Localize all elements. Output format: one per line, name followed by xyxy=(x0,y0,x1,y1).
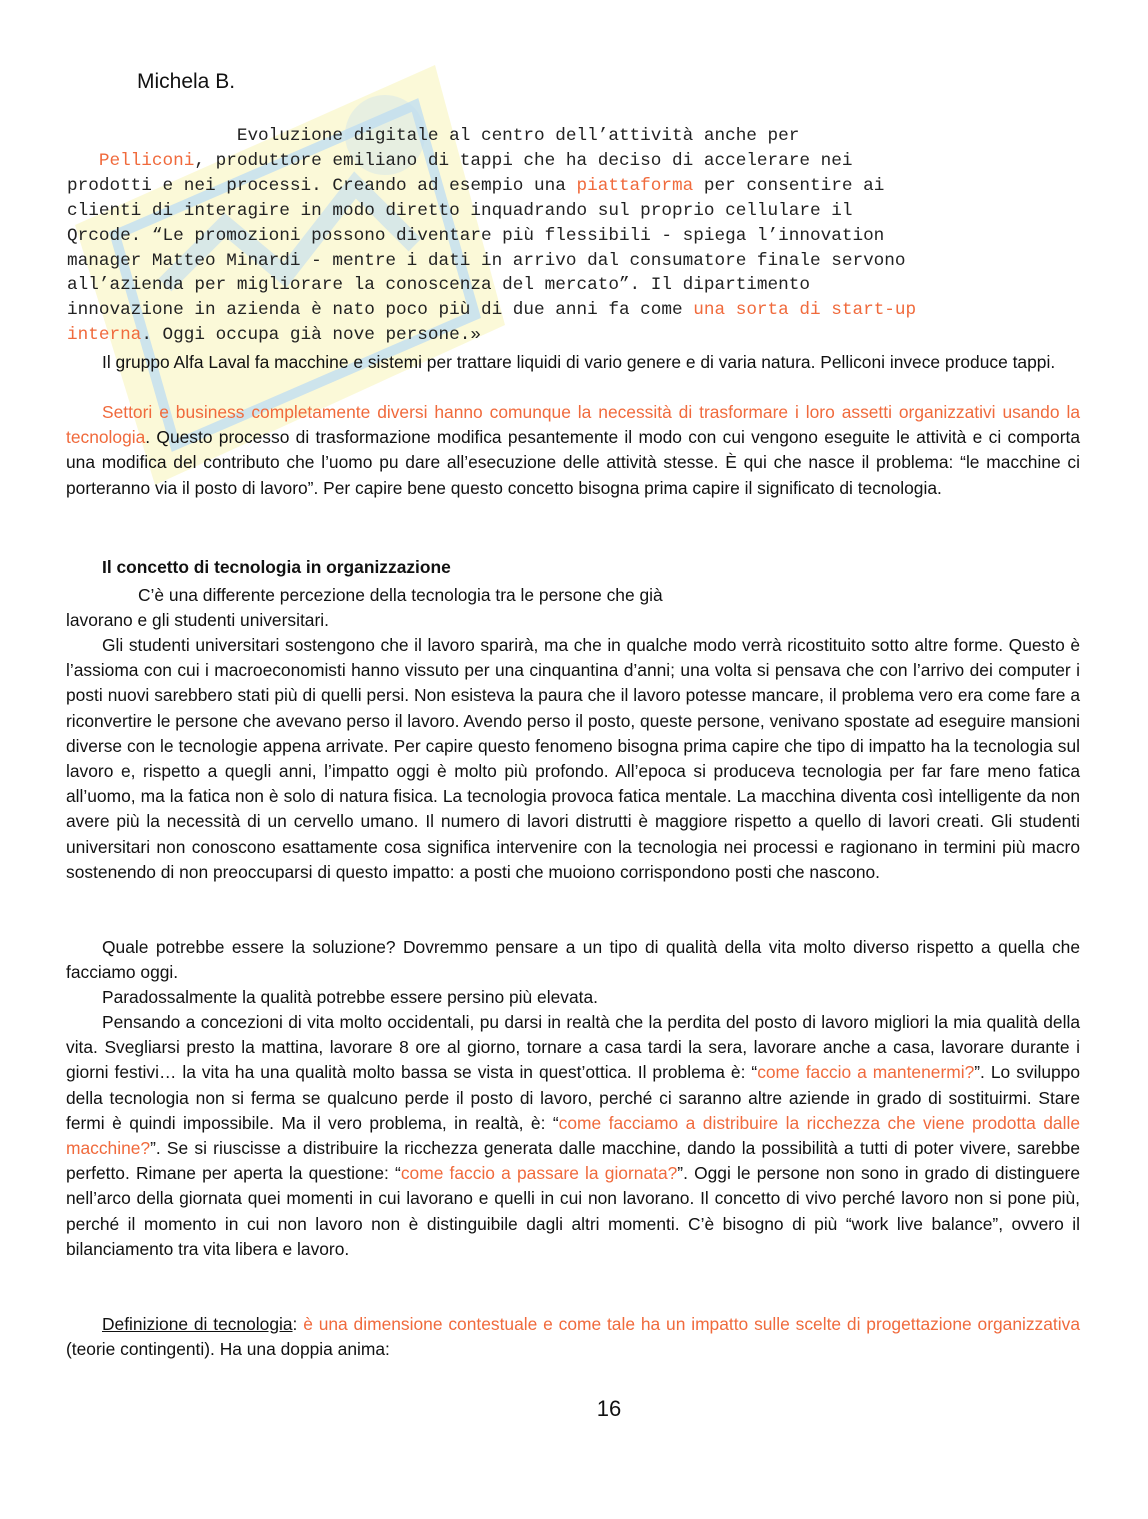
quote-line: Evoluzione digitale al centro dell’attività anche per xyxy=(236,126,800,146)
quote-line: all’azienda per migliorare la conoscenza del mercato”. Il dipartimento xyxy=(67,275,810,296)
quote-line: innovazione in azienda è nato poco più di due anni fa come una sorta di start-up xyxy=(67,300,917,321)
paragraph-paradossalmente: Paradossalmente la qualità potrebbe essere persino più elevata. xyxy=(102,987,598,1007)
quote-line: manager Matteo Minardi - mentre i dati in arrivo dal consumatore finale servono xyxy=(67,250,906,271)
highlight-start-up: una sorta di start-up xyxy=(693,300,917,321)
highlight-ricchezza: come facciamo a distribuire la ricchezza che viene prodotta dalle macchine? xyxy=(66,1112,1080,1159)
highlight-mantenermi: come faccio a mantenermi? xyxy=(757,1062,975,1083)
paragraph-concezioni: Pensando a concezioni di vita molto occidentali, pu darsi in realtà che la perdita del posto di lavoro migliori la mia qualità della vita. Svegliarsi presto la mattina, lavorare 8 ore al giorno, tornare a casa tardi la sera, lavorare anche a casa, lavorare durante i giorni festivi… la vita ha una qualità molto bassa se vista in quest’ottica. Il problema è: “come faccio a mantenermi?”. Lo sviluppo della tecnologia non si ferma se qualcuno perde il posto di lavoro, perché ci saranno altre aziende in grado di sostituirmi. Stare fermi è quindi impossibile. Ma il vero problema, in realtà, è: “come facciamo a distribuire la ricchezza che viene prodotta dalle macchine?”. Se si riuscisse a distribuire la ricchezza generata dalle macchine, dando la possibilità a tutti di poter vivere, sarebbe perfetto. Rimane per aperta la questione: “come faccio a passare la giornata?”. Oggi le persone non sono in grado di distinguere nell’arco della giornata quei momenti in cui lavorano e quelli in cui non lavorano. Il concetto di vivo perché lavoro non si pone più, perché il momento in cui non lavoro non è distinguibile dagli altri momenti. C’è bisogno di più “work live balance”, ovvero il bilanciamento tra vita libera e lavoro. xyxy=(66,1012,1081,1259)
definition-term: Definizione di tecnologia xyxy=(102,1314,293,1334)
quote-line: Qrcode. “Le promozioni possono diventare più flessibili - spiega l’innovation xyxy=(67,225,885,246)
quote-line: interna. Oggi occupa già nove persone.» xyxy=(67,325,481,346)
quote-line: clienti di interagire in modo diretto inquadrando sul proprio cellulare il xyxy=(67,200,853,221)
highlight-definizione: è una dimensione contestuale e come tale ha un impatto sulle scelte di progettazione organizzativa xyxy=(303,1314,1080,1334)
paragraph-soluzione: Quale potrebbe essere la soluzione? Dovremmo pensare a un tipo di qualità della vita molto diverso rispetto a quella che facciamo oggi. xyxy=(66,937,1080,983)
highlight-settori: Settori e business completamente diversi hanno comunque la necessità di trasformare i loro assetti organizzativi usando la tecnologia xyxy=(66,402,1080,448)
paragraph-alfa-laval: Il gruppo Alfa Laval fa macchine e sistemi per trattare liquidi di vario genere e di varia natura. Pelliconi invece produce tappi. xyxy=(102,352,1056,372)
page-number: 16 xyxy=(596,1396,622,1421)
highlight-pelliconi: Pelliconi xyxy=(98,150,195,171)
highlight-interna: interna xyxy=(67,325,142,346)
section-heading: Il concetto di tecnologia in organizzazione xyxy=(102,557,451,577)
paragraph-studenti: Gli studenti universitari sostengono che il lavoro sparirà, ma che in qualche modo verrà ricostituito sotto altre forme. Questo è l’assioma con cui i macroeconomisti hanno vissuto per una cinquantina d’anni; una volta si pensava che con l’arrivo dei computer i posti nuovi sarebbero stati più di quelli persi. Non esisteva la paura che il lavoro potesse mancare, il problema vero era come fare a riconvertire le persone che avevano perso il lavoro. Avendo perso il posto, queste persone, venivano spostate ad eseguire mansioni diverse con le tecnologie appena arrivate. Per capire questo fenomeno bisogna prima capire che tipo di impatto ha la tecnologia sul lavoro e, rispetto a quegli anni, l’impatto oggi è molto più profondo. All’epoca si produceva tecnologia per far fare meno fatica all’uomo, ma la fatica non è solo di natura fisica. La tecnologia provoca fatica mentale. La macchina diventa così intelligente da non avere più la necessità di un cervello umano. Il numero di lavori distrutti è maggiore rispetto a quello di lavori creati. Gli studenti universitari non conoscono esattamente cosa significa intervenire con la tecnologia nei processi e ragionano in termini più macro sostenendo di non preoccuparsi di questo impatto: a posti che muoiono corrispondono posti che nascono. xyxy=(66,635,1080,882)
quote-block xyxy=(67,124,1067,348)
highlight-piattaforma: piattaforma xyxy=(576,175,694,196)
paragraph-definizione: Definizione di tecnologia: è una dimensione contestuale e come tale ha un impatto sulle scelte di progettazione organizzativa (teorie contingenti). Ha una doppia anima: xyxy=(66,1314,1080,1360)
quote-line: prodotti e nei processi. Creando ad esempio una piattaforma per consentire ai xyxy=(67,175,885,196)
paragraph-percezione-line2: lavorano e gli studenti universitari. xyxy=(66,610,329,630)
highlight-giornata: come faccio a passare la giornata? xyxy=(400,1163,678,1184)
paragraph-settori: Settori e business completamente diversi hanno comunque la necessità di trasformare i loro assetti organizzativi usando la tecnologia. Questo processo di trasformazione modifica pesantemente il modo con cui vengono eseguite le attività e ci comporta una modifica del contributo che l’uomo pu dare all’esecuzione delle attività stesse. È qui che nasce il problema: “le macchine ci porteranno via il posto di lavoro”. Per capire bene questo concetto bisogna prima capire il significato di tecnologia. xyxy=(66,402,1080,498)
author-name: Michela B. xyxy=(137,70,236,93)
paragraph-percezione-line1: C’è una differente percezione della tecnologia tra le persone che già xyxy=(138,585,663,605)
quote-line: Pelliconi, produttore emiliano di tappi che ha deciso di accelerare nei xyxy=(98,150,853,171)
